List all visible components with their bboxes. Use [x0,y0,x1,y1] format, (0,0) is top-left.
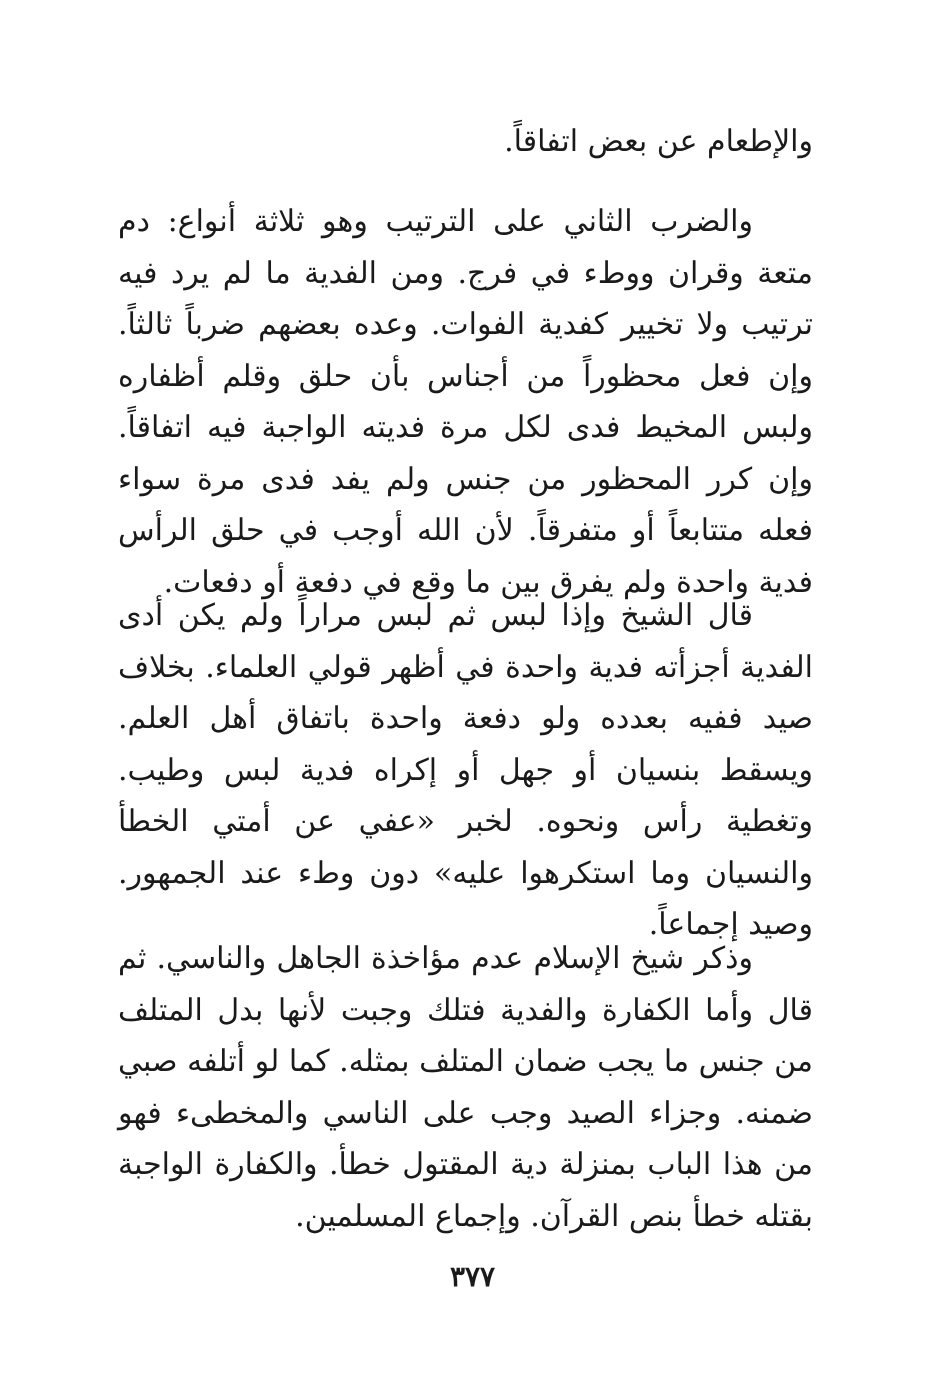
paragraph-sheikh-clothing: قال الشيخ وإذا لبس ثم لبس مراراً ولم يكن أدى الفدية أجزأته فدية واحدة في أظهر قولي العلماء. بخلاف صيد ففيه بعدده ولو دفعة واحدة باتفاق أهل العلم. ويسقط بنسيان أو جهل أو إكراه فدية لبس وطيب. وتغطية رأس ونحوه. لخبر «عفي عن أمتي الخطأ والنسيان وما استكرهوا عليه» دون وطء عند الجمهور. وصيد إجماعاً. [118,598,813,942]
paragraph-continuation: والإطعام عن بعض اتفاقاً. [504,124,813,159]
paragraph-sheikh-al-islam: وذكر شيخ الإسلام عدم مؤاخذة الجاهل والناسي. ثم قال وأما الكفارة والفدية فتلك وجبت لأنها بدل المتلف من جنس ما يجب ضمان المتلف بمثله. كما لو أتلفه صبي ضمنه. وجزاء الصيد وجب على الناسي والمخطىء فهو من هذا الباب بمنزلة دية المقتول خطأ. والكفارة الواجبة بقتله خطأ بنص القرآن. وإجماع المسلمين. [118,941,813,1234]
paragraph-fidya-second-type: والضرب الثاني على الترتيب وهو ثلاثة أنواع: دم متعة وقران ووطء في فرج. ومن الفدية ما لم يرد فيه ترتيب ولا تخيير كفدية الفوات. وعده بعضهم ضرباً ثالثاً. وإن فعل محظوراً من أجناس بأن حلق وقلم أظفاره ولبس المخيط فدى لكل مرة فديته الواجبة فيه اتفاقاً. وإن كرر المحظور من جنس ولم يفد فدى مرة سواء فعله متتابعاً أو متفرقاً. لأن الله أوجب في حلق الرأس فدية واحدة ولم يفرق بين ما وقع في دفعة أو دفعات. [118,204,814,600]
page-number: ٣٧٧ [449,1260,496,1293]
